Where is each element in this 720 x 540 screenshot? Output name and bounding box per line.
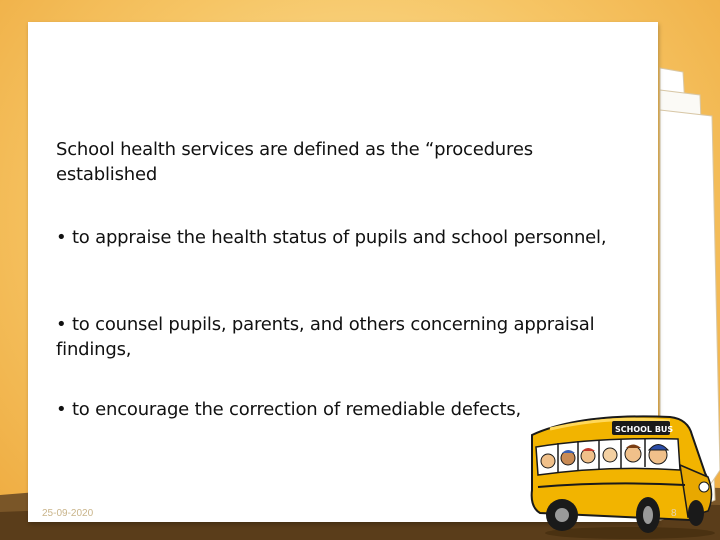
school-bus-illustration (520, 395, 720, 540)
bullet-item: • to appraise the health status of pupils and school personnel, (56, 227, 607, 248)
footer-date: 25-09-2020 (42, 508, 94, 519)
bus-sign: SCHOOL BUS (615, 425, 674, 434)
bullet-item: • to counsel pupils, parents, and others concerning appraisal findings, (56, 314, 595, 360)
intro-text: School health services are defined as the “procedures established (56, 139, 533, 185)
bullet-item: • to encourage the correction of remediable defects, (56, 399, 522, 420)
page-number: 8 (671, 508, 677, 519)
